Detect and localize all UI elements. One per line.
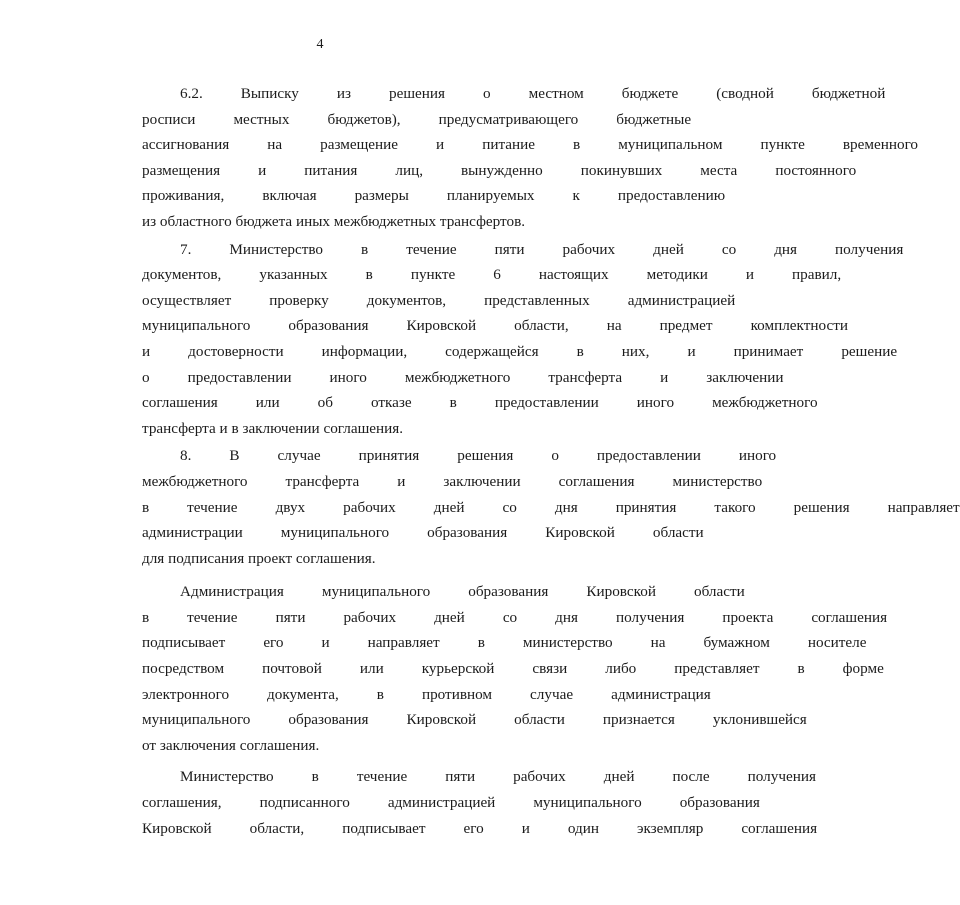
text-line: муниципального образования Кировской области признается уклонившейся [142, 711, 807, 729]
text-line: для подписания проект соглашения. [142, 549, 376, 567]
text-line: росписи местных бюджетов), предусматривающего бюджетные [142, 110, 692, 128]
paragraph-7 [104, 237, 904, 442]
text-line: осуществляет проверку документов, представленных администрацией [142, 291, 736, 309]
document-body [104, 81, 960, 841]
paragraph-8 [104, 443, 960, 571]
text-line: межбюджетного трансферта и заключении соглашения министерство [142, 472, 763, 490]
text-line: администрации муниципального образования Кировской области [142, 524, 704, 542]
text-line: 8. В случае принятия решения о предоставлении иного [180, 447, 777, 465]
text-line: Кировской области, подписывает его и один экземпляр соглашения [142, 819, 818, 837]
text-line: ассигнования на размещение и питание в муниципальном пункте временного [142, 136, 919, 154]
text-line: Министерство в течение пяти рабочих дней после получения [180, 768, 816, 786]
text-line: Администрация муниципального образования Кировской области [180, 583, 745, 601]
text-line: подписывает его и направляет в министерство на бумажном носителе [142, 634, 867, 652]
text-line: муниципального образования Кировской области, на предмет комплектности [142, 317, 848, 335]
text-line: документов, указанных в пункте 6 настоящих методики и правил, [142, 266, 842, 284]
paragraph-ministry [104, 764, 818, 841]
page-number: 4 [316, 37, 324, 52]
text-line: от заключения соглашения. [142, 736, 320, 754]
text-line: о предоставлении иного межбюджетного трансферта и заключении [142, 368, 784, 386]
text-line: в течение пяти рабочих дней со дня получения проекта соглашения [142, 608, 888, 626]
text-line: 6.2. Выписку из решения о местном бюджете (сводной бюджетной [180, 85, 886, 102]
paragraph-administration [104, 579, 888, 758]
text-line: размещения и питания лиц, вынужденно покинувших места постоянного [142, 161, 857, 179]
text-line: посредством почтовой или курьерской связи либо представляет в форме [142, 660, 884, 678]
paragraph-6-2 [104, 81, 919, 235]
text-line: и достоверности информации, содержащейся в них, и принимает решение [142, 342, 898, 360]
text-line: соглашения, подписанного администрацией муниципального образования [142, 794, 760, 812]
text-line: в течение двух рабочих дней со дня принятия такого решения направляет [142, 498, 960, 516]
text-line: электронного документа, в противном случае администрация [142, 685, 711, 703]
text-line: 7. Министерство в течение пяти рабочих дней со дня получения [180, 240, 904, 258]
text-line: трансферта и в заключении соглашения. [142, 419, 404, 437]
text-line: из областного бюджета иных межбюджетных трансфертов. [142, 212, 526, 230]
text-line: проживания, включая размеры планируемых к предоставлению [142, 187, 726, 205]
text-line: соглашения или об отказе в предоставлении иного межбюджетного [142, 394, 818, 412]
